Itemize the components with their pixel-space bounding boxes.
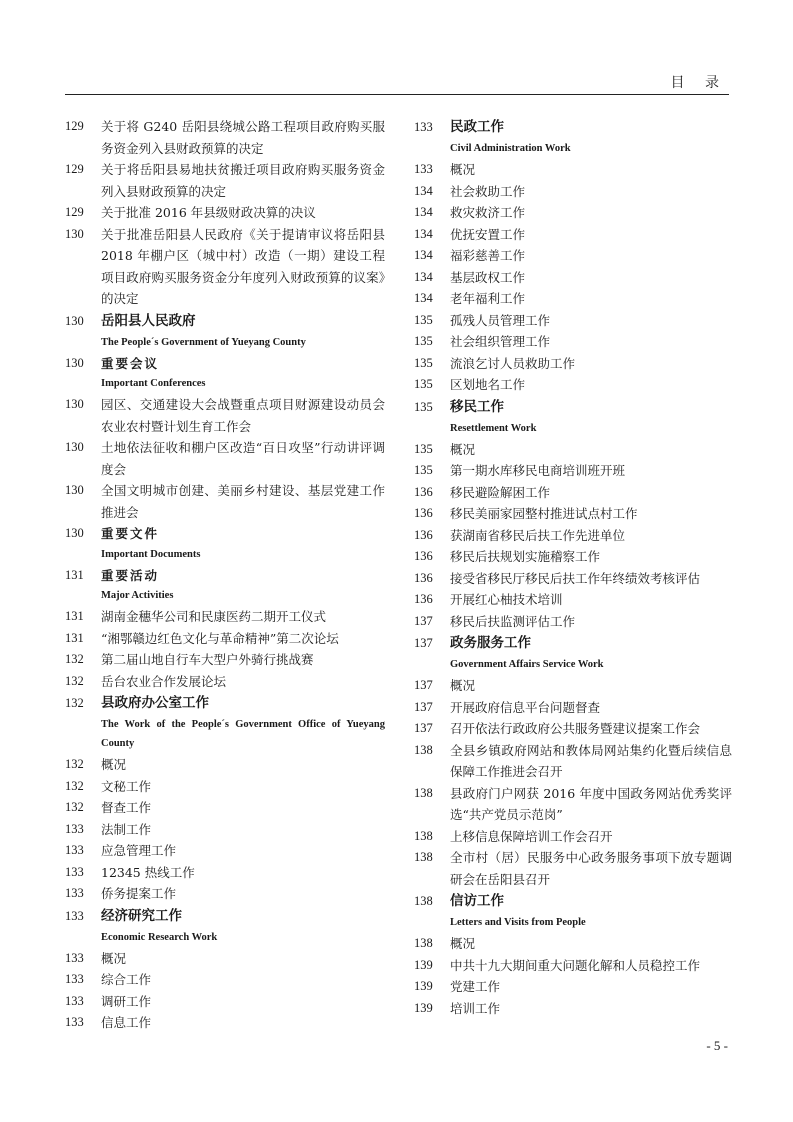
toc-page-number: 129: [65, 119, 84, 133]
toc-page-number: 133: [65, 1015, 84, 1029]
toc-page-number: 129: [65, 162, 84, 176]
toc-page-number: 138: [414, 785, 433, 800]
toc-entry: [414, 159, 732, 181]
toc-page-number: 138: [414, 828, 433, 843]
toc-entry: [65, 649, 385, 671]
toc-left-column: [65, 116, 385, 1034]
toc-entry: [414, 310, 732, 332]
toc-entry-title: 获湖南省移民后扶工作先进单位: [450, 527, 626, 543]
toc-page-number: 134: [414, 183, 433, 198]
toc-entry-title: 第二届山地自行车大型户外骑行挑战赛: [101, 652, 314, 667]
toc-entry: [65, 991, 385, 1013]
toc-page-number: 131: [65, 609, 84, 623]
toc-section-heading: [65, 310, 385, 333]
toc-right-column: [414, 116, 732, 1019]
toc-entry: [65, 776, 385, 798]
toc-entry: [414, 439, 732, 461]
toc-english-title: The People´s Government of Yueyang County: [101, 336, 306, 348]
toc-section-heading: [414, 396, 732, 419]
toc-entry-title: 开展政府信息平台问题督查: [450, 699, 601, 715]
toc-page-number: 133: [65, 908, 84, 923]
toc-entry-title: 调研工作: [101, 993, 152, 1009]
toc-entry: [414, 611, 732, 633]
toc-page-number: 132: [65, 778, 84, 793]
toc-entry-title: 召开依法行政政府公共服务暨建议提案工作会: [450, 721, 701, 736]
toc-entry: [414, 482, 732, 504]
toc-page-number: 136: [414, 549, 433, 563]
toc-section-heading: [414, 116, 732, 139]
toc-entry-title: 流浪乞讨人员救助工作: [450, 355, 576, 371]
toc-entry: [414, 847, 732, 890]
toc-entry-title: “湘鄂赣边红色文化与革命精神”第二次论坛: [101, 630, 339, 646]
toc-page-number: 137: [414, 699, 433, 714]
toc-page-number: 133: [65, 843, 84, 857]
header-title: 目 录: [670, 75, 727, 91]
toc-page-number: 138: [414, 936, 433, 950]
toc-entry: [414, 955, 732, 977]
toc-page-number: 137: [414, 613, 433, 628]
toc-section-heading: [414, 632, 732, 655]
toc-entry: [65, 754, 385, 776]
toc-page-number: 133: [65, 950, 84, 965]
toc-entry-title: 土地依法征收和棚户区改造“百日攻坚”行动讲评调度会: [101, 440, 385, 477]
toc-page-number: 136: [414, 527, 433, 542]
toc-entry-title: 上移信息保障培训工作会召开: [450, 828, 613, 844]
toc-page-number: 133: [65, 821, 84, 836]
toc-entry: [414, 568, 732, 590]
toc-entry: [65, 159, 385, 202]
toc-page-number: 133: [414, 120, 433, 134]
toc-page-number: 138: [414, 894, 433, 908]
toc-entry-title: 经济研究工作: [101, 907, 182, 924]
toc-page-number: 133: [65, 993, 84, 1008]
toc-english-title: Government Affairs Service Work: [450, 659, 604, 670]
toc-entry-title: 移民工作: [450, 398, 504, 415]
page-header: [65, 72, 729, 95]
toc-entry: [414, 675, 732, 697]
toc-entry: [65, 116, 385, 159]
toc-entry-title: 老年福利工作: [450, 291, 526, 306]
toc-entry-title: 概况: [101, 757, 127, 772]
toc-english-title: Economic Research Work: [101, 931, 218, 943]
toc-entry: [414, 826, 732, 848]
toc-entry: [414, 374, 732, 396]
toc-page-number: 135: [414, 463, 433, 477]
toc-entry-title: 概况: [101, 950, 127, 966]
toc-english-title: Important Conferences: [101, 378, 206, 389]
toc-page-number: 135: [414, 399, 433, 414]
toc-entry: [414, 589, 732, 611]
toc-entry: [414, 181, 732, 203]
toc-subsection-heading: [65, 353, 385, 375]
toc-entry-title: 移民美丽家园整村推进试点村工作: [450, 506, 638, 521]
toc-english-title: Letters and Visits from People: [450, 917, 586, 928]
toc-entry-title: 岳台农业合作发展论坛: [101, 673, 227, 689]
toc-page-number: 139: [414, 957, 433, 972]
toc-entry-title: 全国文明城市创建、美丽乡村建设、基层党建工作推进会: [101, 483, 385, 520]
toc-entry: [414, 718, 732, 740]
toc-entry: [414, 933, 732, 955]
toc-entry-title: 开展红心柚技术培训: [450, 592, 563, 607]
toc-entry-title: 侨务提案工作: [101, 886, 177, 901]
toc-entry: [414, 331, 732, 353]
toc-entry-title: 政务服务工作: [450, 635, 531, 651]
toc-page-number: 130: [65, 440, 84, 454]
toc-section-heading: [65, 905, 385, 928]
toc-page-number: 138: [414, 742, 433, 757]
toc-entry: [414, 976, 732, 998]
toc-page-number: 132: [65, 652, 84, 666]
toc-entry: [414, 202, 732, 224]
toc-entry-title: 概况: [450, 162, 476, 177]
toc-entry-title: 社会组织管理工作: [450, 334, 551, 349]
toc-entry: [65, 840, 385, 862]
toc-entry-title: 第一期水库移民电商培训班开班: [450, 463, 626, 478]
toc-entry-title: 概况: [450, 441, 476, 457]
toc-page-number: 130: [65, 397, 84, 411]
toc-page-number: 130: [65, 526, 84, 540]
toc-page-number: 130: [65, 483, 84, 497]
toc-page-number: 132: [65, 673, 84, 688]
toc-page-number: 133: [65, 886, 84, 900]
toc-entry: [65, 948, 385, 970]
toc-english-title: Civil Administration Work: [450, 143, 571, 154]
toc-entry-title: 全市村（居）民服务中心政务服务事项下放专题调研会在岳阳县召开: [450, 850, 732, 887]
toc-entry-title: 督查工作: [101, 800, 152, 815]
toc-page-number: 131: [65, 567, 84, 582]
toc-entry: [414, 740, 732, 783]
toc-entry: [65, 394, 385, 437]
toc-entry-title: 党建工作: [450, 979, 501, 994]
toc-entry: [414, 288, 732, 310]
toc-entry: [65, 797, 385, 819]
toc-page-number: 132: [65, 800, 84, 814]
toc-page-number: 133: [65, 864, 84, 879]
toc-page-number: 134: [414, 291, 433, 305]
toc-page-number: 136: [414, 592, 433, 606]
toc-page-number: 134: [414, 269, 433, 284]
toc-page-number: 134: [414, 248, 433, 262]
toc-page-number: 130: [65, 313, 84, 328]
page-number: - 5 -: [706, 1038, 728, 1053]
toc-page-number: 136: [414, 484, 433, 499]
toc-entry: [414, 353, 732, 375]
toc-entry: [65, 480, 385, 523]
toc-entry-title: 孤残人员管理工作: [450, 312, 551, 328]
toc-entry-title: 重要活动: [101, 567, 160, 583]
toc-english-title: Important Documents: [101, 548, 201, 560]
toc-entry-title: 县政府办公室工作: [101, 695, 209, 711]
toc-entry-title: 优抚安置工作: [450, 226, 526, 242]
toc-page-number: 130: [65, 355, 84, 370]
toc-english-title: Resettlement Work: [450, 422, 537, 434]
toc-page-number: 135: [414, 334, 433, 348]
toc-page-number: 131: [65, 630, 84, 645]
toc-entry-title: 移民避险解困工作: [450, 484, 551, 500]
toc-entry-title: 综合工作: [101, 972, 152, 987]
toc-entry: [414, 245, 732, 267]
toc-page-number: 129: [65, 205, 84, 219]
toc-entry-title: 岳阳县人民政府: [101, 312, 196, 329]
toc-page-number: 134: [414, 226, 433, 241]
toc-entry-title: 信访工作: [450, 893, 504, 909]
toc-entry-title: 县政府门户网获 2016 年度中国政务网站优秀奖评选“共产党员示范岗”: [450, 785, 732, 822]
toc-entry-title: 区划地名工作: [450, 377, 526, 392]
toc-page-number: 139: [414, 979, 433, 993]
toc-entry: [65, 969, 385, 991]
toc-entry-title: 民政工作: [450, 119, 504, 135]
toc-page-number: 135: [414, 355, 433, 370]
toc-entry-title: 全县乡镇政府网站和教体局网站集约化暨后续信息保障工作推进会召开: [450, 742, 732, 779]
toc-page-number: 130: [65, 226, 84, 241]
toc-entry-title: 概况: [450, 678, 476, 693]
toc-entry: [65, 628, 385, 650]
toc-page-number: 132: [65, 757, 84, 771]
toc-page-number: 132: [65, 696, 84, 710]
toc-entry-title: 救灾救济工作: [450, 205, 526, 220]
toc-entry-title: 12345 热线工作: [101, 864, 195, 880]
toc-page-number: 138: [414, 850, 433, 864]
toc-entry: [414, 697, 732, 719]
toc-entry: [414, 460, 732, 482]
toc-entry-title: 关于批准岳阳县人民政府《关于提请审议将岳阳县 2018 年棚户区（城中村）改造（一期）建设工程项目政府购买服务资金分年度列入财政预算的议案》的决定: [101, 226, 385, 306]
toc-entry: [414, 224, 732, 246]
toc-section-heading: [65, 692, 385, 715]
toc-entry-title: 重要会议: [101, 355, 160, 371]
toc-page-number: 135: [414, 441, 433, 456]
toc-entry-title: 文秘工作: [101, 778, 152, 794]
toc-entry: [414, 546, 732, 568]
toc-entry-title: 应急管理工作: [101, 843, 177, 858]
toc-entry: [414, 783, 732, 826]
toc-entry: [65, 883, 385, 905]
toc-page-number: 137: [414, 721, 433, 735]
toc-page-number: 133: [65, 972, 84, 986]
toc-page-number: 137: [414, 678, 433, 692]
toc-page-number: 134: [414, 205, 433, 219]
toc-entry: [65, 202, 385, 224]
toc-entry-title: 移民后扶规划实施稽察工作: [450, 549, 601, 564]
toc-entry-title: 培训工作: [450, 1000, 501, 1016]
toc-english-title: Major Activities: [101, 590, 174, 601]
toc-page-number: 136: [414, 506, 433, 520]
toc-entry-title: 接受省移民厅移民后扶工作年终绩效考核评估: [450, 570, 701, 586]
toc-entry: [414, 503, 732, 525]
toc-page-number: 135: [414, 377, 433, 391]
toc-entry: [414, 998, 732, 1020]
toc-entry: [65, 224, 385, 310]
toc-entry-title: 信息工作: [101, 1015, 152, 1030]
toc-section-heading: [414, 890, 732, 913]
toc-entry-title: 关于将岳阳县易地扶贫搬迁项目政府购买服务资金列入县财政预算的决定: [101, 162, 385, 199]
toc-page-number: 139: [414, 1000, 433, 1015]
toc-entry: [65, 862, 385, 884]
toc-entry: [65, 671, 385, 693]
toc-entry-title: 基层政权工作: [450, 269, 526, 285]
toc-entry: [414, 267, 732, 289]
toc-page-number: 133: [414, 162, 433, 176]
toc-entry-title: 法制工作: [101, 821, 152, 837]
toc-entry-title: 关于批准 2016 年县级财政决算的决议: [101, 205, 316, 220]
toc-entry: [65, 437, 385, 480]
toc-entry-title: 中共十九大期间重大问题化解和人员稳控工作: [450, 957, 701, 973]
toc-entry-title: 湖南金穗华公司和民康医药二期开工仪式: [101, 609, 327, 624]
toc-english-title: The Work of the People´s Government Office of Yueyang County: [101, 719, 385, 749]
toc-page-number: 136: [414, 570, 433, 585]
toc-entry: [65, 1012, 385, 1034]
toc-entry-title: 概况: [450, 936, 476, 951]
toc-entry: [65, 606, 385, 628]
toc-entry-title: 园区、交通建设大会战暨重点项目财源建设动员会农业农村暨计划生育工作会: [101, 397, 385, 434]
toc-subsection-heading: [65, 523, 385, 545]
toc-entry-title: 关于将 G240 岳阳县绕城公路工程项目政府购买服务资金列入县财政预算的决定: [101, 119, 385, 156]
toc-entry: [414, 525, 732, 547]
toc-entry-title: 社会救助工作: [450, 183, 526, 199]
toc-entry-title: 重要文件: [101, 526, 160, 541]
toc-entry-title: 移民后扶监测评估工作: [450, 613, 576, 629]
toc-entry-title: 福彩慈善工作: [450, 248, 526, 263]
toc-page-number: 137: [414, 636, 433, 650]
toc-page-number: 135: [414, 312, 433, 327]
toc-entry: [65, 819, 385, 841]
toc-subsection-heading: [65, 565, 385, 587]
